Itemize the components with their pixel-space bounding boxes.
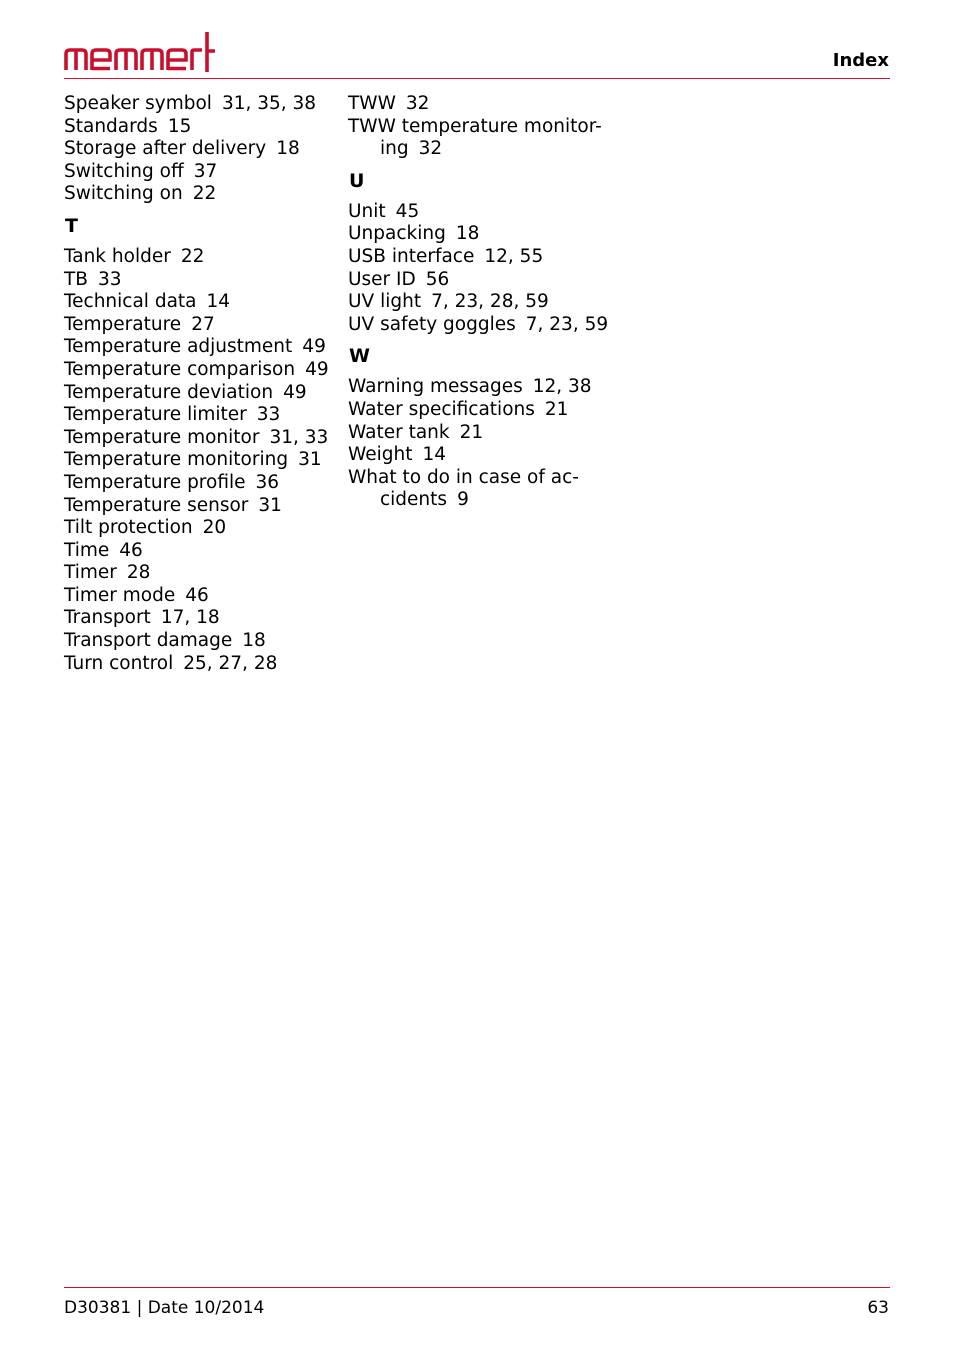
entry-term: Timer (64, 562, 117, 584)
entry-pages: 12, 38 (532, 376, 592, 398)
entry-pages: 31 (298, 449, 322, 471)
entry-pages: 9 (457, 489, 469, 511)
entry-term: Timer mode (64, 584, 176, 606)
entry-term: Temperature sensor (64, 494, 249, 516)
entry-pages: 31, 35, 38 (221, 93, 317, 114)
entry-pages: 32 (405, 93, 430, 114)
index-entry (348, 314, 618, 337)
index-column-left (64, 93, 334, 675)
entry-term: Temperature monitor (64, 426, 260, 448)
entry-pages: 25, 27, 28 (183, 652, 278, 674)
index-letter-heading: W (349, 345, 370, 368)
index-entry (348, 422, 618, 445)
entry-term: USB interface (348, 245, 475, 267)
index-entry (64, 562, 334, 585)
index-group-u (348, 201, 618, 337)
index-entry (64, 291, 334, 314)
entry-pages: 18 (455, 223, 480, 245)
entry-term: Time (64, 539, 110, 561)
entry-pages: 36 (255, 471, 280, 493)
index-entry (348, 93, 618, 116)
entry-pages: 7, 23, 28, 59 (431, 291, 549, 313)
index-entry (64, 472, 334, 495)
index-entry (348, 444, 618, 467)
entry-term: User ID (348, 268, 416, 290)
index-entry (348, 376, 618, 399)
entry-pages: 46 (185, 584, 209, 606)
entry-term: Warning messages (348, 376, 523, 398)
entry-pages: 21 (544, 398, 569, 420)
entry-term: TWW temperature monitor- (348, 115, 602, 137)
index-entry (64, 449, 334, 472)
entry-pages: 12, 55 (484, 245, 544, 267)
footer-divider (64, 1287, 890, 1288)
entry-term: Temperature profile (64, 471, 246, 493)
index-entry (64, 161, 334, 184)
index-entry (64, 246, 334, 269)
page-number: 63 (867, 1298, 889, 1318)
entry-pages: 21 (459, 421, 484, 443)
index-group-t-continued (348, 93, 618, 161)
entry-pages: 27 (191, 313, 215, 335)
entry-term: Tank holder (64, 245, 171, 267)
index-group-s (64, 93, 334, 206)
header-divider (64, 78, 890, 79)
entry-term: Switching off (64, 160, 184, 182)
entry-term: Tilt protection (64, 517, 193, 539)
index-entry (64, 517, 334, 540)
entry-term: Temperature monitoring (64, 449, 289, 471)
entry-pages: 31, 33 (269, 426, 329, 448)
entry-term: TB (64, 268, 88, 290)
index-letter-heading: T (65, 214, 78, 237)
entry-pages: 33 (98, 268, 122, 290)
index-entry (64, 382, 334, 405)
document-info: D30381 | Date 10/2014 (64, 1298, 265, 1318)
section-title: Index (832, 50, 889, 71)
entry-pages: 18 (276, 138, 300, 160)
entry-pages: 28 (126, 562, 151, 584)
entry-pages: 45 (395, 200, 420, 222)
index-entry (64, 93, 334, 116)
index-entry (64, 495, 334, 518)
entry-term: Temperature limiter (64, 404, 247, 426)
index-entry (64, 540, 334, 563)
entry-term: Storage after delivery (64, 138, 267, 160)
index-entry (64, 314, 334, 337)
entry-pages: 7, 23, 59 (525, 313, 609, 335)
entry-term: Standards (64, 115, 158, 137)
entry-pages: 32 (418, 138, 443, 160)
index-entry (64, 359, 334, 382)
index-entry (348, 467, 618, 512)
memmert-logo (64, 30, 216, 72)
index-letter-heading: U (349, 169, 365, 192)
entry-pages: 56 (425, 268, 450, 290)
entry-term: Technical data (64, 291, 197, 313)
entry-term: Temperature adjustment (64, 336, 293, 358)
entry-pages: 17, 18 (160, 607, 220, 629)
entry-term: Turn control (64, 652, 174, 674)
entry-term: What to do in case of ac- (348, 466, 579, 488)
entry-pages: 46 (119, 539, 143, 561)
entry-pages: 37 (193, 160, 218, 182)
entry-term: Water specifications (348, 398, 535, 420)
entry-pages: 33 (256, 404, 281, 426)
entry-pages: 31 (258, 494, 282, 516)
entry-term: Weight (348, 444, 413, 466)
index-entry (64, 404, 334, 427)
entry-term: Transport (64, 607, 151, 629)
entry-term-continuation: cidents (380, 489, 448, 511)
index-column-right (348, 93, 618, 512)
entry-pages: 22 (192, 183, 217, 205)
index-entry (348, 269, 618, 292)
index-entry (348, 246, 618, 269)
index-entry (348, 399, 618, 422)
index-entry (64, 336, 334, 359)
entry-term: TWW (348, 93, 396, 114)
index-entry (64, 585, 334, 608)
entry-pages: 49 (283, 381, 307, 403)
index-entry (64, 607, 334, 630)
index-group-w (348, 376, 618, 512)
entry-pages: 22 (180, 245, 205, 267)
entry-term: UV light (348, 291, 422, 313)
entry-term: Water tank (348, 421, 450, 443)
index-entry (64, 138, 334, 161)
entry-pages: 18 (242, 630, 266, 652)
entry-term: Unpacking (348, 223, 446, 245)
entry-term-continuation: ing (380, 138, 409, 160)
entry-pages: 14 (422, 444, 446, 466)
index-entry (348, 223, 618, 246)
entry-pages: 15 (167, 115, 192, 137)
entry-term: Temperature (64, 313, 182, 335)
index-entry (64, 116, 334, 139)
index-entry (64, 269, 334, 292)
index-entry (348, 116, 618, 161)
entry-pages: 49 (305, 358, 329, 380)
entry-pages: 20 (202, 517, 227, 539)
entry-term: Temperature comparison (64, 358, 296, 380)
index-entry (64, 653, 334, 676)
index-group-t (64, 246, 334, 675)
entry-pages: 49 (302, 336, 326, 358)
entry-term: Temperature deviation (64, 381, 274, 403)
index-entry (64, 427, 334, 450)
entry-term: Speaker symbol (64, 93, 212, 114)
index-entry (64, 183, 334, 206)
index-entry (348, 291, 618, 314)
index-entry (348, 201, 618, 224)
index-entry (64, 630, 334, 653)
entry-term: Switching on (64, 183, 183, 205)
entry-term: Transport damage (64, 630, 233, 652)
entry-term: UV safety goggles (348, 313, 516, 335)
entry-pages: 14 (206, 291, 231, 313)
entry-term: Unit (348, 200, 386, 222)
